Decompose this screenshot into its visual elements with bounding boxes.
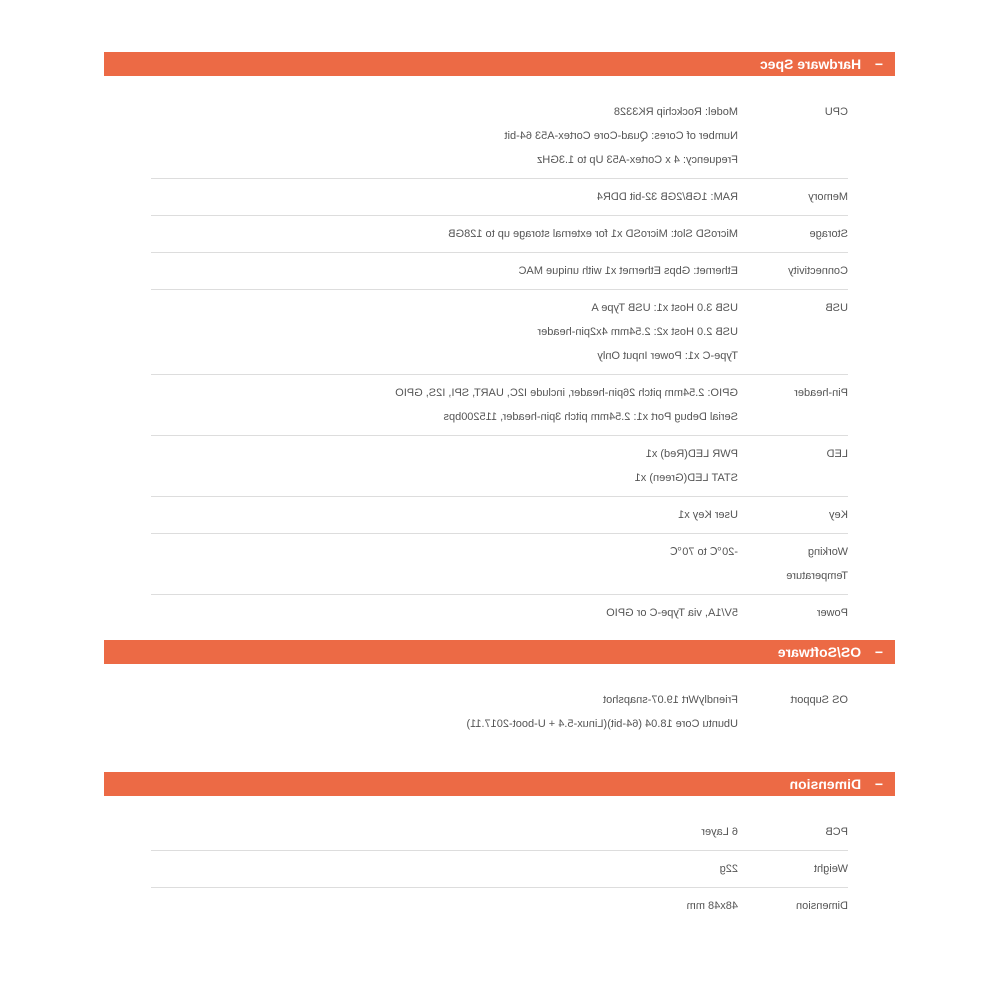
spec-row-led — [151, 436, 848, 497]
os-software-header[interactable] — [104, 640, 895, 664]
spec-value: Frequency: 4 x Cortex-A53 Up to 1.3GHz — [536, 154, 738, 166]
spec-value: 6 Layer — [701, 826, 738, 838]
spec-row-power — [151, 595, 848, 626]
os-software-section — [104, 640, 895, 736]
dimension-section — [104, 772, 895, 918]
spec-value: 48x48 mm — [686, 900, 738, 912]
spec-row-key — [151, 497, 848, 534]
spec-row-pcb — [151, 820, 848, 851]
dimension-title: Dimension — [789, 776, 862, 792]
spec-value: Ethernet: Gbps Ethernet x1 with unique MAC — [518, 265, 738, 277]
spec-value: User Key x1 — [678, 509, 738, 521]
spec-row-weight — [151, 851, 848, 888]
os-software-title: OS/Software — [777, 644, 862, 660]
spec-label: Working — [807, 546, 848, 558]
spec-label: Storage — [809, 228, 848, 240]
spec-value: USB 2.0 Host x2: 2.54mm 4x2pin-header — [537, 326, 738, 338]
collapse-icon: − — [874, 644, 883, 660]
dimension-table — [151, 820, 848, 918]
spec-row-pin-header — [151, 375, 848, 436]
spec-value: -20℃ to 70℃ — [669, 546, 738, 558]
spec-value: USB 3.0 Host x1: USB Type A — [591, 302, 738, 314]
spec-label: CPU — [824, 106, 848, 118]
spec-label: USB — [825, 302, 848, 314]
os-software-table — [151, 688, 848, 736]
spec-value: Serial Debug Port x1: 2.54mm pitch 3pin-header, 115200bps — [443, 411, 738, 423]
hardware-spec-title: Hardware Spec — [759, 56, 862, 72]
spec-label: LED — [826, 448, 848, 460]
spec-value: MicroSD Slot: MicroSD x1 for external storage up to 128GB — [448, 228, 738, 240]
spec-row-os-support — [151, 688, 848, 736]
spec-value: Type-C x1: Power Input Only — [597, 350, 738, 362]
spec-label: Memory — [808, 191, 848, 203]
spec-value: STAT LED(Green) x1 — [634, 472, 738, 484]
spec-row-temperature — [151, 534, 848, 595]
spec-value: Ubuntu Core 18.04 (64-bit)(Linux-5.4 + U-boot-2017.11) — [466, 718, 738, 730]
spec-label: PCB — [825, 826, 848, 838]
spec-label: Dimension — [796, 900, 848, 912]
spec-value: 5V/1A, via Type-C or GPIO — [606, 607, 738, 619]
spec-label: Connectivity — [788, 265, 848, 277]
spec-row-cpu — [151, 100, 848, 179]
dimension-header[interactable] — [104, 772, 895, 796]
hardware-spec-header[interactable] — [104, 52, 895, 76]
spec-value: FriendlyWrt 19.07-snapshot — [603, 694, 738, 706]
spec-value: GPIO: 2.54mm pitch 26pin-header, include I2C, UART, SPI, I2S, GPIO — [395, 387, 738, 399]
hardware-spec-section — [104, 52, 895, 625]
spec-label: Temperature — [786, 570, 848, 582]
collapse-icon: − — [874, 56, 883, 72]
spec-value: 22g — [719, 863, 738, 875]
spec-row-usb — [151, 290, 848, 375]
spec-value: Number of Cores: Quad-Core Cortex-A53 64-bit — [504, 130, 738, 142]
spec-label: Power — [816, 607, 848, 619]
spec-row-dimension — [151, 888, 848, 919]
spec-row-connectivity — [151, 253, 848, 290]
spec-value: Model: Rockchip RK3328 — [613, 106, 738, 118]
spec-row-storage — [151, 216, 848, 253]
spec-row-memory — [151, 179, 848, 216]
hardware-spec-table — [151, 100, 848, 625]
spec-label: Pin-header — [794, 387, 848, 399]
spec-label: OS Support — [790, 694, 848, 706]
spec-label: Key — [829, 509, 848, 521]
spec-value: PWR LED(Red) x1 — [645, 448, 738, 460]
collapse-icon: − — [874, 776, 883, 792]
spec-value: RAM: 1GB/2GB 32-bit DDR4 — [596, 191, 738, 203]
spec-label: Weight — [813, 863, 848, 875]
